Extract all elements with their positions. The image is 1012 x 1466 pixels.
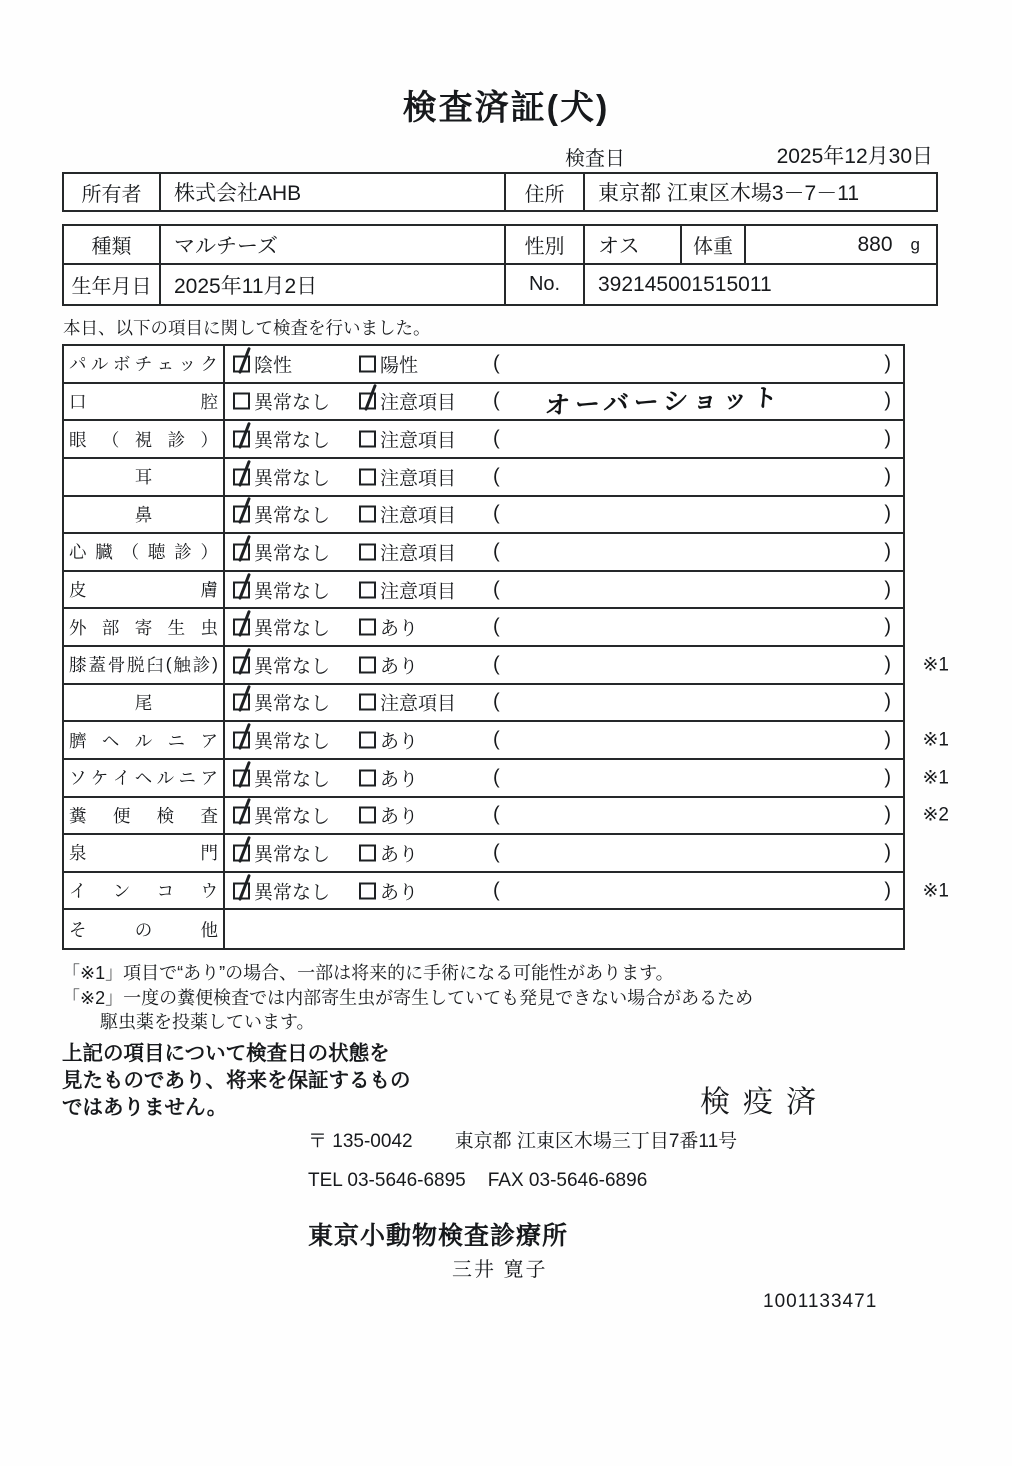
paren-close: ) <box>884 352 891 375</box>
checkbox-unchecked-icon <box>233 393 250 410</box>
row-label-char: 骨 <box>107 655 126 676</box>
option-label: あり <box>380 618 419 640</box>
option-unchecked <box>359 839 418 866</box>
row-label-char: 虫 <box>200 617 218 638</box>
row-label <box>64 722 225 758</box>
paren-close: ) <box>884 578 891 601</box>
table-row <box>64 572 903 610</box>
row-label-char: 糞 <box>69 805 87 826</box>
row-label-char: ボ <box>112 354 131 375</box>
row-label-char: 外 <box>69 617 87 638</box>
option-label: 異常なし <box>254 505 331 527</box>
row-label-char: 臓 <box>95 542 113 563</box>
option-label: 異常なし <box>254 430 331 452</box>
option-checked <box>233 764 330 791</box>
row-label-char: 聴 <box>147 542 166 563</box>
table-row <box>64 685 903 723</box>
option-checked <box>233 426 330 453</box>
row-label-char: 生 <box>167 617 186 638</box>
option-unchecked <box>359 764 418 791</box>
row-label-char: 蓋 <box>88 655 106 676</box>
row-label-char: 寄 <box>134 617 153 638</box>
row-label-char: ン <box>112 881 131 902</box>
option-label: あり <box>380 806 419 828</box>
row-label-char: ) <box>212 654 218 675</box>
weight-unit: g <box>910 234 920 254</box>
checkbox-checked-icon <box>233 431 250 448</box>
footnote-1: 「※1」項目で“あり”の場合、一部は将来的に手術になる可能性があります。 <box>62 963 674 983</box>
row-content <box>225 722 903 758</box>
option-label: 異常なし <box>254 543 331 565</box>
table-row <box>64 835 903 873</box>
disclaimer-text <box>62 1040 411 1121</box>
row-label-char: ヘ <box>134 768 153 789</box>
remark-note: ※1 <box>922 767 949 789</box>
row-label-char: 尾 <box>134 692 153 713</box>
row-label <box>64 572 225 608</box>
table-row <box>64 910 903 948</box>
row-label <box>64 534 225 570</box>
owner-label: 所有者 <box>64 174 161 210</box>
row-content <box>225 459 903 495</box>
checkbox-unchecked-icon <box>359 468 376 485</box>
paren-open: ( <box>493 540 500 563</box>
row-label-char: （ <box>121 542 140 563</box>
row-label-char: ） <box>200 542 218 563</box>
paren-close: ) <box>884 502 891 525</box>
option-checked <box>359 388 456 415</box>
row-label <box>64 760 225 796</box>
paren-open: ( <box>493 352 500 375</box>
row-content <box>225 609 903 645</box>
row-content <box>225 572 903 608</box>
row-label-char: ケ <box>90 768 109 789</box>
animal-info-table <box>62 224 938 306</box>
row-label-char: （ <box>101 429 120 450</box>
row-label-char: ア <box>200 730 218 751</box>
table-row <box>64 760 949 798</box>
option-unchecked <box>359 727 418 754</box>
row-label <box>64 459 225 495</box>
row-label-char: 臍 <box>69 730 87 751</box>
option-unchecked <box>359 501 456 528</box>
breed-value: マルチーズ <box>161 226 506 263</box>
option-label: 異常なし <box>254 882 331 904</box>
row-label-char: 心 <box>69 542 87 563</box>
option-label: 注意項目 <box>380 543 457 565</box>
row-label-char: 便 <box>112 805 131 826</box>
checkbox-checked-icon <box>233 732 250 749</box>
checkbox-unchecked-icon <box>359 844 376 861</box>
remark-note: ※2 <box>922 804 949 826</box>
option-checked <box>233 501 330 528</box>
option-checked <box>233 727 330 754</box>
row-label-char: 診 <box>167 429 186 450</box>
paren-close: ) <box>884 803 891 826</box>
option-unchecked <box>359 426 456 453</box>
option-checked <box>233 463 330 490</box>
row-content <box>225 346 903 382</box>
row-label-char: 臼 <box>146 655 164 676</box>
row-label-char: ッ <box>178 354 197 375</box>
number-value: 392145001515011 <box>598 272 772 296</box>
row-label <box>64 384 225 420</box>
checkbox-checked-icon <box>233 807 250 824</box>
paren-open: ( <box>493 690 500 713</box>
quarantine-stamp: 検疫済 <box>700 1086 829 1119</box>
checkbox-checked-icon <box>233 882 250 899</box>
checkbox-unchecked-icon <box>359 882 376 899</box>
row-label-char: ル <box>90 354 109 375</box>
row-label-char: 他 <box>200 919 218 940</box>
row-label-char: 眼 <box>69 429 87 450</box>
option-label: あり <box>380 656 419 678</box>
row-label-char: 耳 <box>134 467 153 488</box>
option-label: 陰性 <box>254 355 293 377</box>
option-checked <box>233 877 330 904</box>
checkbox-checked-icon <box>233 506 250 523</box>
row-label-char: ウ <box>200 881 218 902</box>
tel-fax-line <box>308 1170 647 1192</box>
disclaimer-line: 見たものであり、将来を保証するもの <box>62 1069 411 1092</box>
option-label: 陽性 <box>380 355 419 377</box>
paren-close: ) <box>884 540 891 563</box>
table-row <box>64 647 949 685</box>
row-label <box>64 421 225 457</box>
paren-close: ) <box>884 879 891 902</box>
option-unchecked <box>233 388 330 415</box>
row-label-char: ニ <box>167 730 186 751</box>
paren-close: ) <box>884 615 891 638</box>
row-label-char: 腔 <box>200 391 218 412</box>
paren-open: ( <box>493 803 500 826</box>
option-unchecked <box>359 463 456 490</box>
row-label-char: チ <box>134 354 153 375</box>
number-label: No. <box>506 265 585 304</box>
checkbox-unchecked-icon <box>359 656 376 673</box>
footnote-2-continued: 駆虫薬を投薬しています。 <box>100 1012 315 1032</box>
exam-table <box>62 344 949 950</box>
owner-address-value: 東京都 江東区木場3－7－11 <box>598 182 859 205</box>
checkbox-checked-icon <box>233 769 250 786</box>
option-label: 異常なし <box>254 618 331 640</box>
row-label-char: ル <box>134 730 153 751</box>
row-content <box>225 384 903 420</box>
row-label <box>64 609 225 645</box>
option-label: 異常なし <box>254 769 331 791</box>
paren-open: ( <box>493 879 500 902</box>
row-label-char: 部 <box>101 617 120 638</box>
row-content <box>225 910 903 948</box>
option-label: 異常なし <box>254 806 331 828</box>
table-row <box>64 459 903 497</box>
row-label-char: 脱 <box>127 655 145 676</box>
option-label: 異常なし <box>254 581 331 603</box>
row-label <box>64 497 225 533</box>
row-label-char: そ <box>69 919 87 940</box>
row-label-char: 診 <box>192 655 211 676</box>
option-checked <box>233 614 330 641</box>
table-row <box>64 722 949 760</box>
row-content <box>225 760 903 796</box>
row-label-char: 視 <box>134 429 153 450</box>
checkbox-unchecked-icon <box>359 769 376 786</box>
table-row <box>64 873 949 911</box>
checkbox-checked-icon <box>233 355 250 372</box>
sex-value: オス <box>585 226 682 263</box>
paren-open: ( <box>493 578 500 601</box>
paren-close: ) <box>884 841 891 864</box>
birth-label: 生年月日 <box>64 265 161 304</box>
row-label-char: ヘ <box>101 730 120 751</box>
row-label <box>64 685 225 721</box>
checkbox-checked-icon <box>233 468 250 485</box>
serial-number: 1001133471 <box>763 1291 878 1312</box>
checkbox-checked-icon <box>233 656 250 673</box>
paren-close: ) <box>884 653 891 676</box>
option-label: 注意項目 <box>380 392 457 414</box>
table-row <box>64 497 903 535</box>
option-unchecked <box>359 538 456 565</box>
row-label-char: 査 <box>200 805 218 826</box>
checkbox-unchecked-icon <box>359 355 376 372</box>
weight-number: 880 <box>857 232 893 256</box>
option-unchecked <box>359 614 418 641</box>
paren-close: ) <box>884 728 891 751</box>
option-label: 注意項目 <box>380 581 457 603</box>
remark-note: ※1 <box>922 880 949 902</box>
option-label: 注意項目 <box>380 693 457 715</box>
paren-open: ( <box>493 427 500 450</box>
row-label-char: ソ <box>69 768 87 789</box>
checkbox-unchecked-icon <box>359 506 376 523</box>
row-label-char: 検 <box>156 805 175 826</box>
row-label-char: 門 <box>200 843 218 864</box>
row-label-char: ア <box>200 768 218 789</box>
checkbox-unchecked-icon <box>359 581 376 598</box>
paren-close: ) <box>884 465 891 488</box>
option-unchecked <box>359 877 418 904</box>
row-label-char: ル <box>156 768 175 789</box>
remark-note: ※1 <box>922 729 949 751</box>
row-label-char: 皮 <box>69 580 87 601</box>
row-label-char: ク <box>200 354 218 375</box>
paren-close: ) <box>884 389 891 412</box>
veterinarian-name: 三井 寛子 <box>452 1259 548 1281</box>
option-checked <box>233 839 330 866</box>
option-unchecked <box>359 689 456 716</box>
checkbox-unchecked-icon <box>359 431 376 448</box>
row-label-char: ） <box>200 429 218 450</box>
weight-value <box>746 226 936 263</box>
row-content <box>225 534 903 570</box>
row-label <box>64 835 225 871</box>
option-label: あり <box>380 882 419 904</box>
row-content <box>225 798 903 834</box>
row-content <box>225 685 903 721</box>
option-unchecked <box>359 576 456 603</box>
disclaimer-line: ではありません。 <box>62 1096 228 1119</box>
row-label-char: 診 <box>174 542 192 563</box>
owner-table <box>62 172 938 212</box>
checkbox-checked-icon <box>233 694 250 711</box>
row-label-char: 触 <box>173 655 191 676</box>
row-label <box>64 346 225 382</box>
postal-address-line <box>308 1126 737 1153</box>
checkbox-checked-icon <box>359 393 376 410</box>
clinic-address: 東京都 江東区木場三丁目7番11号 <box>454 1131 738 1152</box>
paren-open: ( <box>493 766 500 789</box>
option-checked <box>233 576 330 603</box>
postal-code: 〒 135-0042 <box>308 1131 413 1152</box>
row-label <box>64 873 225 909</box>
row-label-char: 鼻 <box>134 504 153 525</box>
paren-open: ( <box>493 615 500 638</box>
exam-date-label: 検査日 <box>565 148 625 170</box>
option-checked <box>233 538 330 565</box>
row-label-char: イ <box>112 768 131 789</box>
row-content <box>225 647 903 683</box>
option-checked <box>233 689 330 716</box>
paren-open: ( <box>493 465 500 488</box>
option-label: あり <box>380 844 419 866</box>
handwritten-note: オーバーショット <box>543 383 784 421</box>
paren-close: ) <box>884 427 891 450</box>
option-unchecked <box>359 350 418 377</box>
row-label-char: 口 <box>69 391 87 412</box>
checkbox-checked-icon <box>233 844 250 861</box>
paren-open: ( <box>493 389 500 412</box>
option-label: 注意項目 <box>380 505 457 527</box>
row-label-char: 泉 <box>69 843 87 864</box>
option-label: 異常なし <box>254 731 331 753</box>
checkbox-checked-icon <box>233 543 250 560</box>
option-label: 異常なし <box>254 693 331 715</box>
option-label: 注意項目 <box>380 430 457 452</box>
tel-number: TEL 03-5646-6895 <box>308 1170 466 1191</box>
table-row <box>64 421 903 459</box>
weight-label: 体重 <box>682 226 746 263</box>
exam-date-value: 2025年12月30日 <box>776 145 933 168</box>
option-label: あり <box>380 769 419 791</box>
row-label-char: イ <box>69 881 87 902</box>
option-unchecked <box>359 651 418 678</box>
row-label-char: 膝 <box>69 655 87 676</box>
row-label <box>64 798 225 834</box>
checkbox-checked-icon <box>233 581 250 598</box>
checkbox-unchecked-icon <box>359 807 376 824</box>
row-content <box>225 497 903 533</box>
option-label: 注意項目 <box>380 468 457 490</box>
disclaimer-line: 上記の項目について検査日の状態を <box>62 1042 390 1065</box>
paren-open: ( <box>493 728 500 751</box>
paren-close: ) <box>884 690 891 713</box>
breed-label: 種類 <box>64 226 161 263</box>
option-checked <box>233 802 330 829</box>
row-label-char: ニ <box>178 768 197 789</box>
row-label-char: 膚 <box>200 580 218 601</box>
paren-open: ( <box>493 841 500 864</box>
table-row <box>64 798 949 836</box>
paren-close: ) <box>884 766 891 789</box>
row-label-char: パ <box>69 354 87 375</box>
row-label-char: の <box>134 919 153 940</box>
remark-note: ※1 <box>922 654 949 676</box>
option-checked <box>233 651 330 678</box>
row-label-char: ( <box>165 654 172 675</box>
sex-label: 性別 <box>506 226 585 263</box>
option-label: あり <box>380 731 419 753</box>
table-row <box>64 534 903 572</box>
option-checked <box>233 350 292 377</box>
clinic-name: 東京小動物検査診療所 <box>308 1222 569 1250</box>
page-title: 検査済証(犬) <box>402 89 610 127</box>
option-unchecked <box>359 802 418 829</box>
checkbox-unchecked-icon <box>359 619 376 636</box>
option-label: 異常なし <box>254 392 331 414</box>
checkbox-unchecked-icon <box>359 694 376 711</box>
row-label <box>64 647 225 683</box>
checkbox-unchecked-icon <box>359 543 376 560</box>
paren-open: ( <box>493 502 500 525</box>
fax-number: FAX 03-5646-6896 <box>487 1170 648 1191</box>
row-label-char: ェ <box>156 354 175 375</box>
owner-address-label: 住所 <box>506 174 585 210</box>
row-content <box>225 421 903 457</box>
table-row <box>64 609 903 647</box>
option-label: 異常なし <box>254 656 331 678</box>
paren-open: ( <box>493 653 500 676</box>
row-label-char: コ <box>156 881 175 902</box>
checkbox-unchecked-icon <box>359 732 376 749</box>
intro-sentence: 本日、以下の項目に関して検査を行いました。 <box>63 318 431 338</box>
table-row <box>64 384 903 422</box>
footnote-2: 「※2」一度の糞便検査では内部寄生虫が寄生していても発見できない場合があるため <box>62 988 754 1008</box>
owner-value: 株式会社AHB <box>161 174 506 210</box>
row-content <box>225 835 903 871</box>
birth-value: 2025年11月2日 <box>161 265 506 304</box>
row-label <box>64 910 225 948</box>
option-label: 異常なし <box>254 844 331 866</box>
checkbox-checked-icon <box>233 619 250 636</box>
row-content <box>225 873 903 909</box>
option-label: 異常なし <box>254 468 331 490</box>
